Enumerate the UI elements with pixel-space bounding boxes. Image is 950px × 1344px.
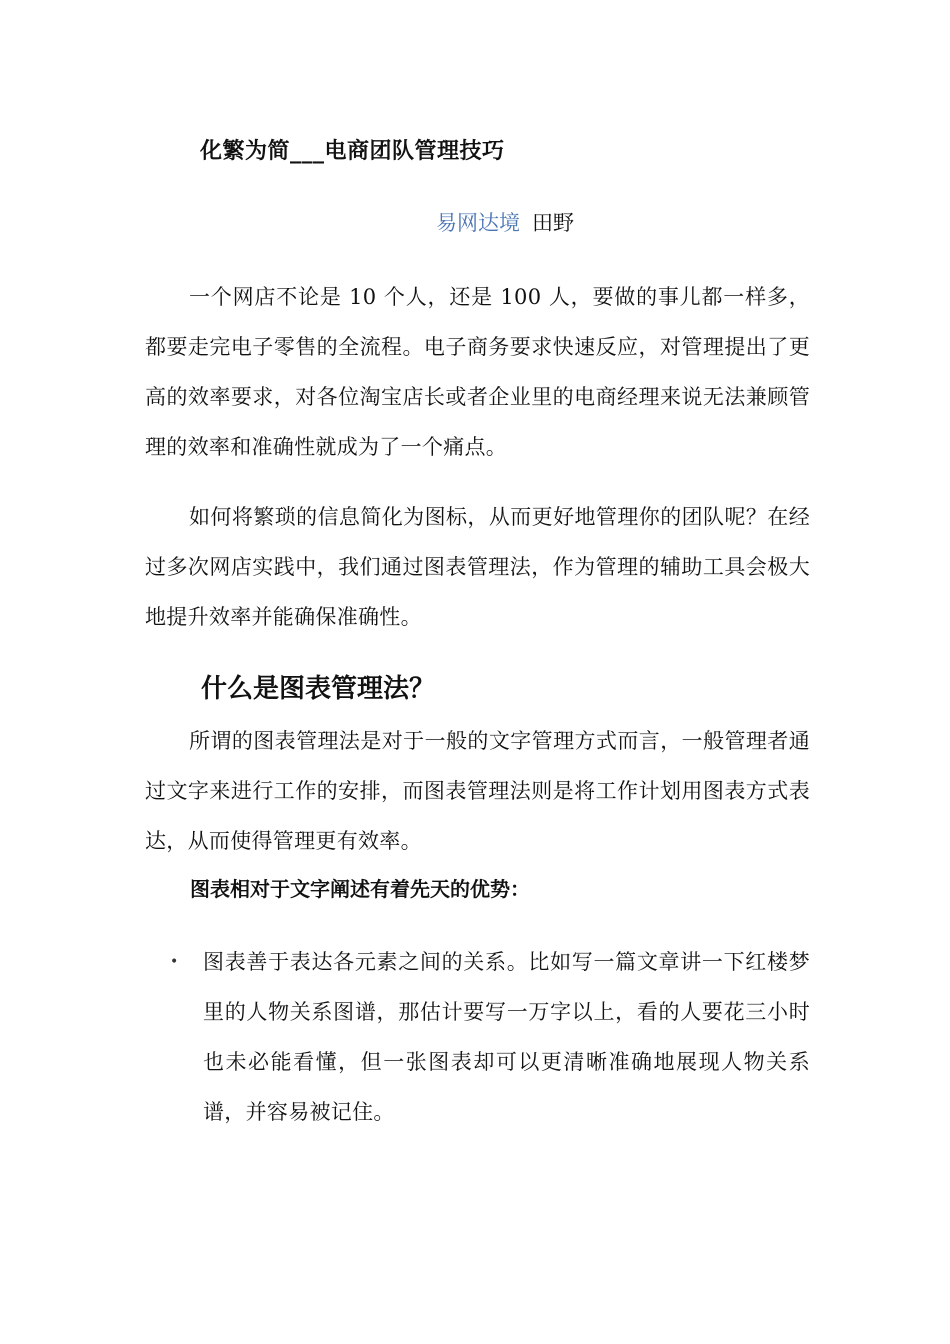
document-title: 化繁为简___电商团队管理技巧: [200, 138, 505, 164]
author-name: 田野: [532, 211, 574, 235]
section-heading: 什么是图表管理法？: [201, 674, 436, 704]
bullet-marker: •: [170, 954, 179, 970]
author-org: 易网达境: [436, 211, 520, 235]
author-line: [436, 207, 574, 237]
list-item: [170, 937, 810, 1137]
bullet-list: [170, 937, 810, 1137]
bullet-text: 图表善于表达各元素之间的关系。比如写一篇文章讲一下红楼梦里的人物关系图谱，那估计要写一万字以上，看的人要花三小时也未必能看懂，但一张图表却可以更清晰准确地展现人物关系谱，并容易被记住。: [203, 950, 810, 1124]
section-paragraph: 所谓的图表管理法是对于一般的文字管理方式而言，一般管理者通过文字来进行工作的安排，而图表管理法则是将工作计划用图表方式表达，从而使得管理更有效率。: [145, 729, 810, 853]
intro-paragraph-1: 一个网店不论是 10 个人，还是 100 人，要做的事儿都一样多，都要走完电子零售的全流程。电子商务要求快速反应，对管理提出了更高的效率要求，对各位淘宝店长或者企业里的电商经理来说无法兼顾管理的效率和准确性就成为了一个痛点。: [145, 285, 810, 459]
intro-paragraph-2: 如何将繁琐的信息简化为图标，从而更好地管理你的团队呢？在经过多次网店实践中，我们通过图表管理法，作为管理的辅助工具会极大地提升效率并能确保准确性。: [145, 505, 810, 629]
subheading: 图表相对于文字阐述有着先天的优势：: [190, 877, 530, 901]
